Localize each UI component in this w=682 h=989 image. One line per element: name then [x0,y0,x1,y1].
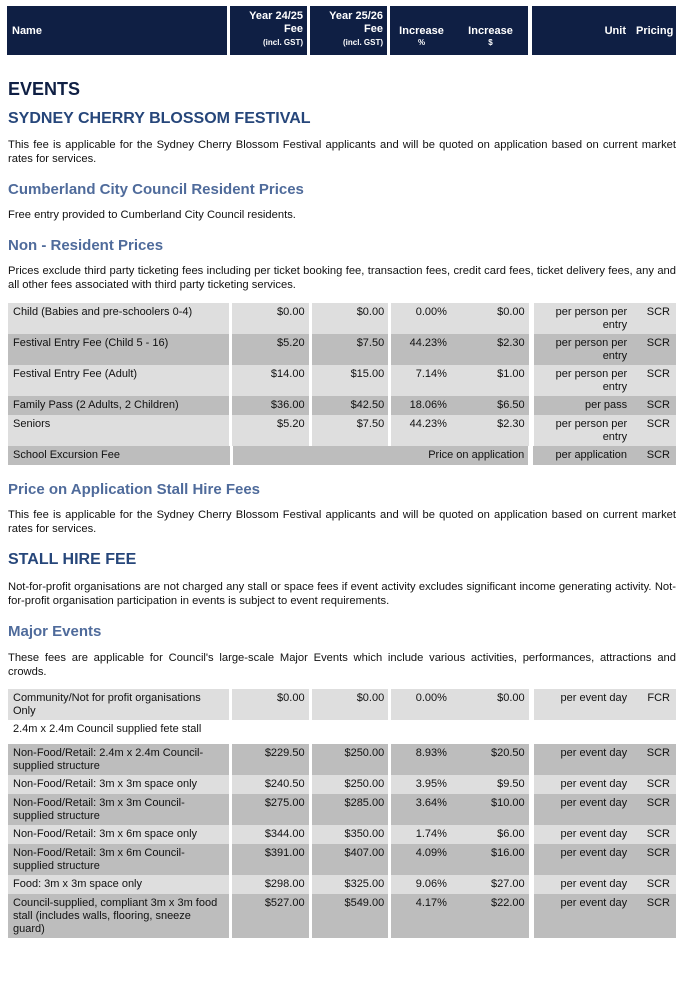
increase-pct: 3.95% [391,775,454,794]
fee-name: Child (Babies and pre-schoolers 0-4) [8,303,229,334]
major-text: These fees are applicable for Council's large-scale Major Events which include various activities, performances, attractions and crowds. [8,652,676,678]
header-fee-2526: Year 25/26 Fee (incl. GST) [310,6,387,55]
increase-pct: 9.06% [391,875,454,894]
festival-heading: SYDNEY CHERRY BLOSSOM FESTIVAL [8,110,311,127]
unit: per pass [534,396,632,415]
fee-name: Festival Entry Fee (Adult) [8,365,229,396]
fee-2425: $229.50 [232,744,309,775]
pricing: SCR [631,396,676,415]
fee-name: Non-Food/Retail: 3m x 6m space only [8,825,229,844]
table-row [8,334,676,365]
festival-text: This fee is applicable for the Sydney Cherry Blossom Festival applicants and will be quoted on application based on current market rates for services. [8,139,676,165]
unit: per application [533,446,631,465]
unit: per event day [534,794,632,825]
table-row [8,446,676,465]
table-row [8,894,676,938]
unit: per event day [534,689,632,720]
fee-name: Festival Entry Fee (Child 5 - 16) [8,334,229,365]
increase-amt: $0.00 [454,303,529,334]
unit: per person per entry [534,334,632,365]
fee-2425: $5.20 [232,334,309,365]
pricing: SCR [631,775,676,794]
table-row [8,415,676,446]
nonresident-heading: Non - Resident Prices [8,237,164,254]
unit: per person per entry [534,365,632,396]
table-row [8,844,676,875]
increase-amt: $16.00 [454,844,529,875]
increase-amt: $6.00 [454,825,529,844]
table-row [8,825,676,844]
table-row [8,875,676,894]
pricing: SCR [631,794,676,825]
fee-2526: $325.00 [312,875,389,894]
major-heading: Major Events [8,623,102,640]
fee-2526: $407.00 [312,844,389,875]
fee-2526: $15.00 [312,365,389,396]
increase-amt: $2.30 [454,415,529,446]
fete-stall-label: 2.4m x 2.4m Council supplied fete stall [8,720,676,744]
table-row [8,365,676,396]
table-row [8,689,676,720]
fee-2425: $344.00 [232,825,309,844]
pricing: SCR [631,825,676,844]
stall-fee-table [8,689,676,938]
pricing: SCR [631,303,676,334]
fee-2526: $0.00 [312,689,389,720]
unit: per event day [534,875,632,894]
unit: per event day [534,894,632,938]
fee-2425: $5.20 [232,415,309,446]
poa-text: This fee is applicable for the Sydney Cherry Blossom Festival applicants and will be quoted on application based on current market rates for services. [8,509,676,535]
fee-2526: $350.00 [312,825,389,844]
pricing: SCR [631,334,676,365]
fee-2425: $298.00 [232,875,309,894]
fee-name: Seniors [8,415,229,446]
increase-amt: $0.00 [454,689,529,720]
increase-amt: $1.00 [454,365,529,396]
fee-name: Non-Food/Retail: 2.4m x 2.4m Council-supplied structure [8,744,229,775]
fee-2425: $0.00 [232,303,309,334]
table-row [8,794,676,825]
unit: per event day [534,825,632,844]
unit: per person per entry [534,415,632,446]
pricing: SCR [631,844,676,875]
increase-pct: 1.74% [391,825,454,844]
increase-amt: $2.30 [454,334,529,365]
resident-text: Free entry provided to Cumberland City Council residents. [8,209,296,221]
pricing: FCR [631,689,676,720]
table-header [7,6,676,55]
table-row [8,744,676,775]
header-increase-pct: Increase % [390,6,453,55]
pricing: SCR [631,365,676,396]
fee-name: Community/Not for profit organisations Only [8,689,229,720]
fee-2425: $391.00 [232,844,309,875]
fee-name: Council-supplied, compliant 3m x 3m food stall (includes walls, flooring, sneeze guard) [8,894,229,938]
fee-2425: $0.00 [232,689,309,720]
pricing: SCR [631,446,676,465]
fee-2425: $36.00 [232,396,309,415]
increase-amt: $10.00 [454,794,529,825]
header-increase-amt: Increase $ [453,6,528,55]
pricing: SCR [631,894,676,938]
increase-pct: 4.09% [391,844,454,875]
fee-2425: $14.00 [232,365,309,396]
unit: per event day [534,775,632,794]
increase-pct: 44.23% [391,334,454,365]
poa-heading: Price on Application Stall Hire Fees [8,481,261,498]
fee-2526: $7.50 [312,334,389,365]
fee-2425: $275.00 [232,794,309,825]
pricing: SCR [631,415,676,446]
fee-name: School Excursion Fee [8,446,230,465]
table-row [8,303,676,334]
fee-2526: $7.50 [312,415,389,446]
increase-pct: 4.17% [391,894,454,938]
header-unit: Unit [532,6,630,55]
header-fee-2425: Year 24/25 Fee (incl. GST) [230,6,307,55]
fee-2425: $240.50 [232,775,309,794]
fee-2526: $250.00 [312,744,389,775]
fee-2526: $0.00 [312,303,389,334]
unit: per event day [534,744,632,775]
increase-amt: $27.00 [454,875,529,894]
pricing: SCR [631,875,676,894]
fee-2425: $527.00 [232,894,309,938]
increase-amt: $6.50 [454,396,529,415]
fee-name: Non-Food/Retail: 3m x 6m Council-supplied structure [8,844,229,875]
nonresident-text: Prices exclude third party ticketing fees including per ticket booking fee, transaction fees, credit card fees, ticket delivery fees, any and all other fees associated with third party ticketing services. [8,265,676,291]
events-heading: EVENTS [8,79,81,99]
unit: per person per entry [534,303,632,334]
increase-pct: 18.06% [391,396,454,415]
increase-pct: 7.14% [391,365,454,396]
table-row [8,720,676,744]
increase-pct: 8.93% [391,744,454,775]
increase-pct: 3.64% [391,794,454,825]
festival-fee-table [8,303,676,465]
table-row [8,775,676,794]
increase-amt: $20.50 [454,744,529,775]
increase-pct: 0.00% [391,303,454,334]
fee-2526: $285.00 [312,794,389,825]
resident-heading: Cumberland City Council Resident Prices [8,181,304,198]
fee-2526: $250.00 [312,775,389,794]
fee-name: Food: 3m x 3m space only [8,875,229,894]
stall-heading: STALL HIRE FEE [8,551,137,568]
fee-name: Non-Food/Retail: 3m x 3m space only [8,775,229,794]
price-on-application: Price on application [233,446,529,465]
unit: per event day [534,844,632,875]
increase-amt: $9.50 [454,775,529,794]
fee-2526: $549.00 [312,894,389,938]
header-pricing: Pricing [630,6,676,55]
header-name: Name [7,6,227,55]
table-row [8,396,676,415]
fee-2526: $42.50 [312,396,389,415]
fee-name: Non-Food/Retail: 3m x 3m Council-supplied structure [8,794,229,825]
pricing: SCR [631,744,676,775]
increase-pct: 0.00% [391,689,454,720]
stall-text: Not-for-profit organisations are not charged any stall or space fees if event activity excludes significant income generating activity. Not-for-profit organisation participation in events is subject to event requirements. [8,581,676,607]
fee-name: Family Pass (2 Adults, 2 Children) [8,396,229,415]
increase-amt: $22.00 [454,894,529,938]
increase-pct: 44.23% [391,415,454,446]
